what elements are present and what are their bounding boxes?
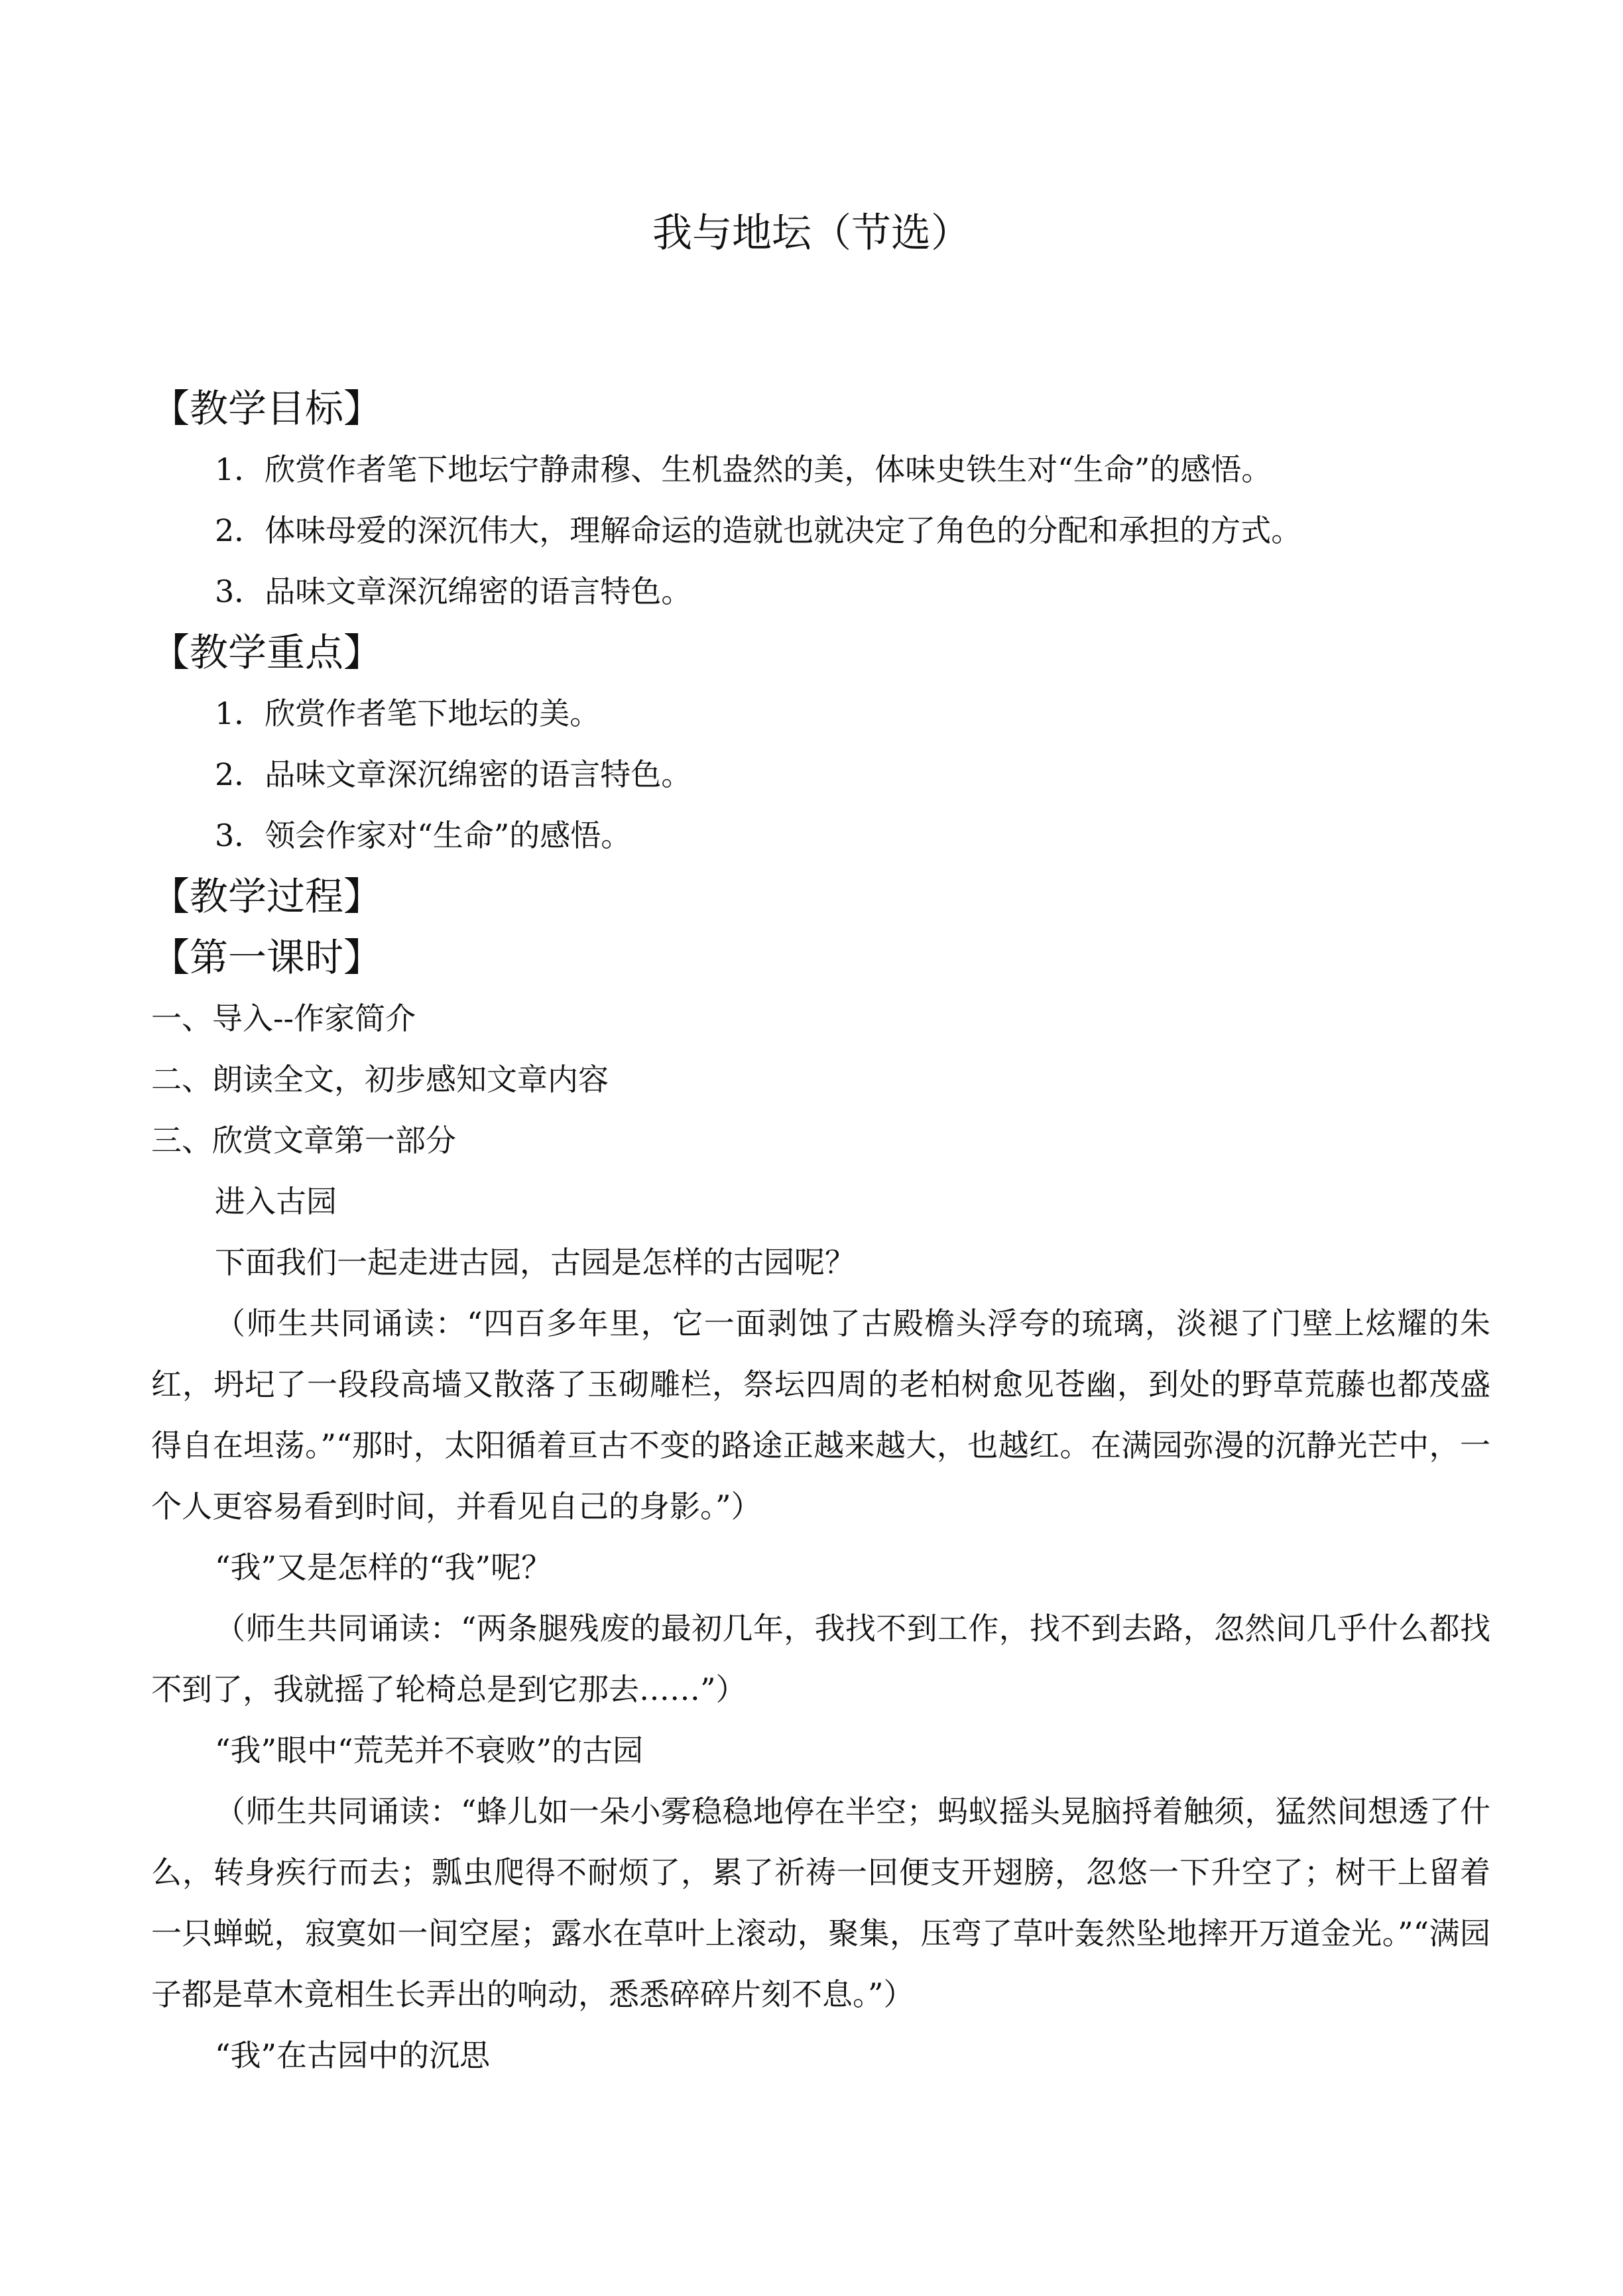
reading-paragraph: （师生共同诵读：“四百多年里，它一面剥蚀了古殿檐头浮夸的琉璃，淡褪了门壁上炫耀的朱红，坍圮了一段段高墙又散落了玉砌雕栏，祭坛四周的老柏树愈见苍幽，到处的野草荒藤也都茂盛得自在坦荡。”“那时，太阳循着亘古不变的路途正越来越大，也越红。在满园弥漫的沉静光芒中，一个人更容易看到时间，并看见自己的身影。”） bbox=[151, 1305, 1490, 1524]
process-step: 二、朗读全文，初步感知文章内容 bbox=[151, 1061, 609, 1097]
key-point-item: 3．领会作家对“生命”的感悟。 bbox=[215, 817, 632, 853]
document-title: 我与地坛（节选） bbox=[652, 210, 971, 257]
section-heading-objectives: 【教学目标】 bbox=[151, 386, 383, 431]
question-line: “我”眼中“荒芜并不衰败”的古园 bbox=[215, 1732, 644, 1768]
document-body bbox=[151, 378, 1490, 2086]
objective-item: 2．体味母爱的深沉伟大，理解命运的造就也就决定了角色的分配和承担的方式。 bbox=[215, 513, 1302, 548]
sub-heading: 进入古园 bbox=[215, 1183, 337, 1219]
reading-paragraph: （师生共同诵读：“蜂儿如一朵小雾稳稳地停在半空；蚂蚁摇头晃脑捋着触须，猛然间想透了什么，转身疾行而去；瓢虫爬得不耐烦了，累了祈祷一回便支开翅膀，忽悠一下升空了；树干上留着一只蝉蜕，寂寞如一间空屋；露水在草叶上滚动，聚集，压弯了草叶轰然坠地摔开万道金光。”“满园子都是草木竟相生长弄出的响动，悉悉碎碎片刻不息。”） bbox=[151, 1793, 1490, 2012]
objective-item: 1．欣赏作者笔下地坛宁静肃穆、生机盎然的美，体味史铁生对“生命”的感悟。 bbox=[215, 452, 1272, 487]
section-heading-key-points: 【教学重点】 bbox=[151, 630, 383, 675]
key-point-item: 2．品味文章深沉绵密的语言特色。 bbox=[215, 756, 692, 792]
reading-paragraph: （师生共同诵读：“两条腿残废的最初几年，我找不到工作，找不到去路，忽然间几乎什么都找不到了，我就摇了轮椅总是到它那去……”） bbox=[151, 1610, 1490, 1707]
process-step: 一、导入--作家简介 bbox=[151, 1000, 416, 1036]
section-heading-process: 【教学过程】 bbox=[151, 874, 383, 919]
process-step: 三、欣赏文章第一部分 bbox=[151, 1122, 456, 1158]
objective-item: 3．品味文章深沉绵密的语言特色。 bbox=[215, 574, 692, 609]
section-heading-lesson-1: 【第一课时】 bbox=[151, 935, 383, 980]
question-line: 下面我们一起走进古园，古园是怎样的古园呢？ bbox=[215, 1244, 855, 1280]
key-point-item: 1．欣赏作者笔下地坛的美。 bbox=[215, 695, 601, 731]
question-line: “我”在古园中的沉思 bbox=[215, 2037, 491, 2073]
question-line: “我”又是怎样的“我”呢？ bbox=[215, 1549, 552, 1585]
